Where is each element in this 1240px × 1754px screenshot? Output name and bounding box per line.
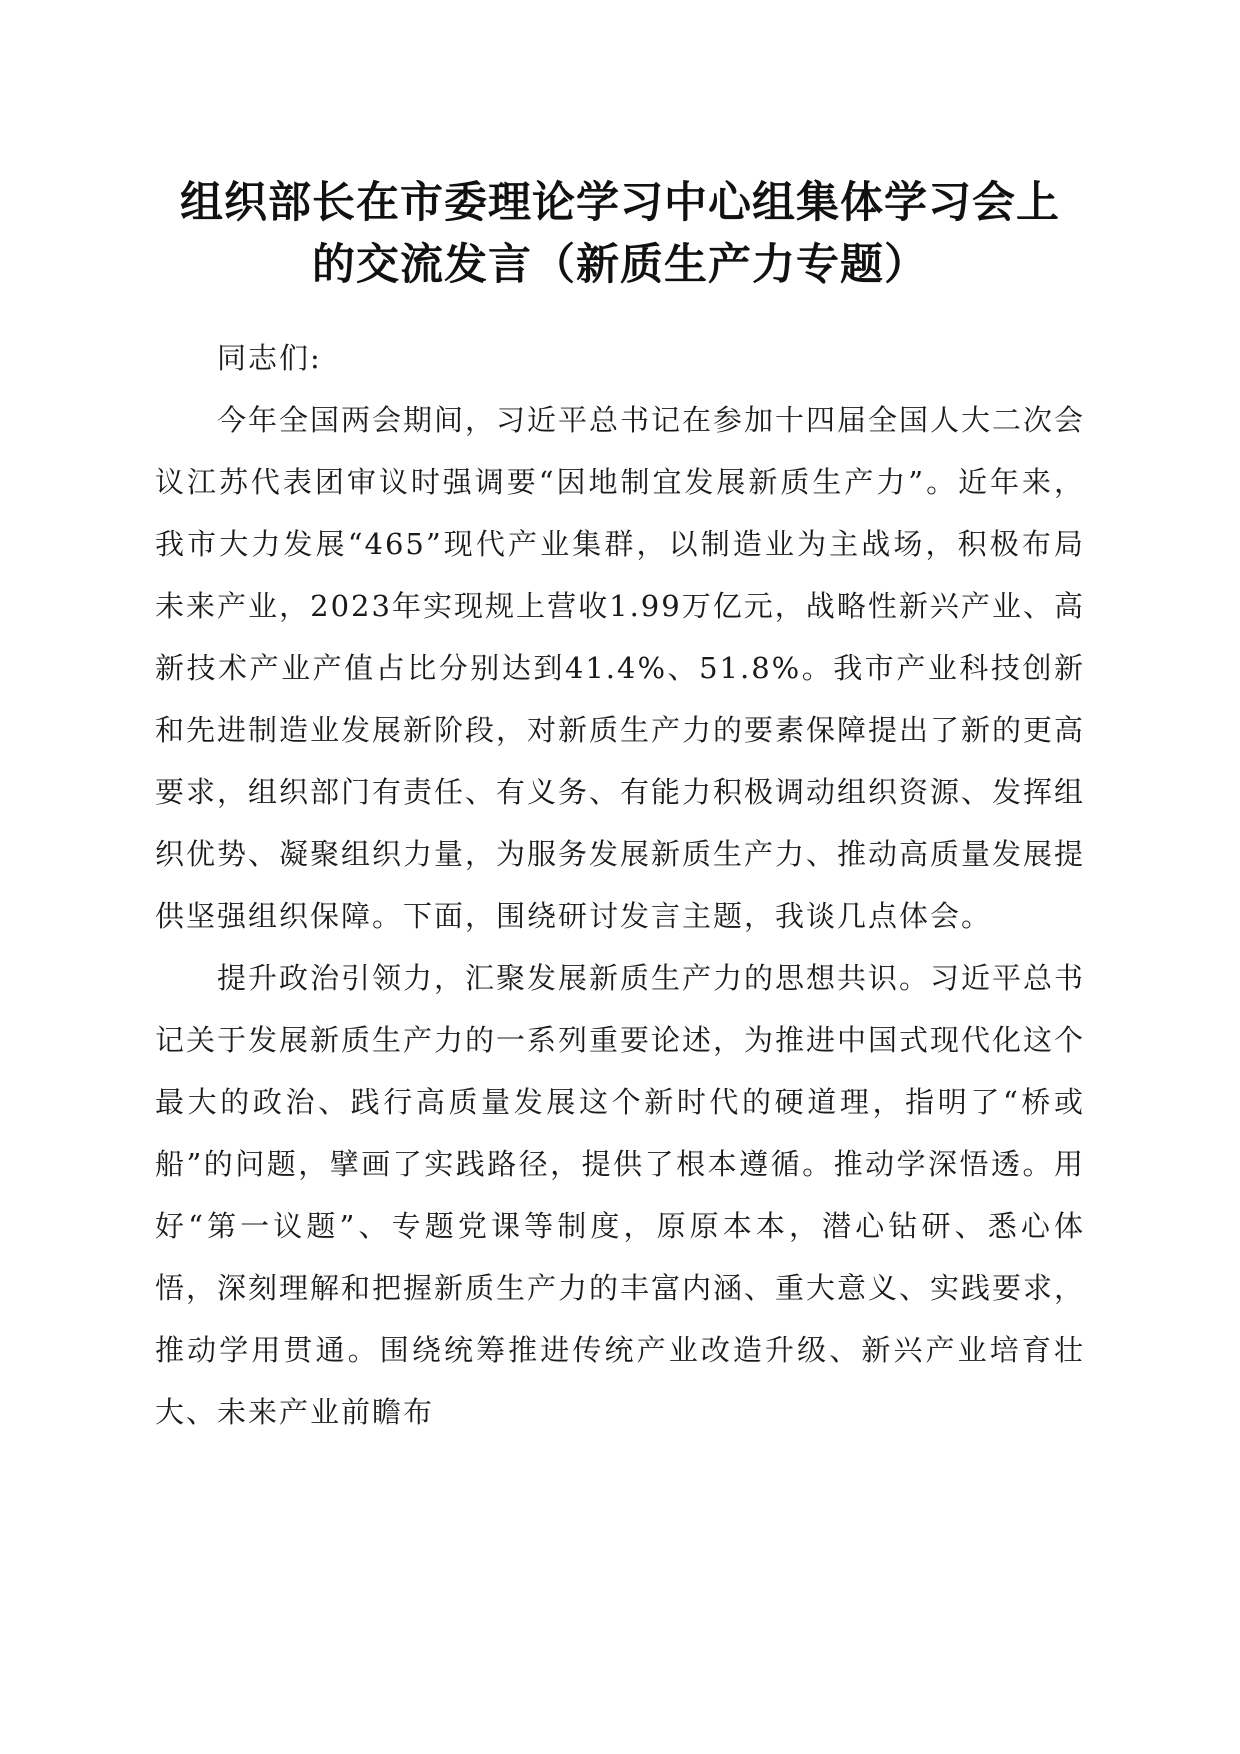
title-line-2: 的交流发言（新质生产力专题） — [312, 240, 928, 290]
document-body — [155, 327, 1085, 1443]
paragraph-1: 今年全国两会期间，习近平总书记在参加十四届全国人大二次会议江苏代表团审议时强调要“因地制宜发展新质生产力”。近年来，我市大力发展“465”现代产业集群，以制造业为主战场，积极布局未来产业，2023年实现规上营收1.99万亿元，战略性新兴产业、高新技术产业产值占比分别达到41.4%、51.8%。我市产业科技创新和先进制造业发展新阶段，对新质生产力的要素保障提出了新的更高要求，组织部门有责任、有义务、有能力积极调动组织资源、发挥组织优势、凝聚组织力量，为服务发展新质生产力、推动高质量发展提供坚强组织保障。下面，围绕研讨发言主题，我谈几点体会。 — [155, 403, 1086, 933]
title-line-1: 组织部长在市委理论学习中心组集体学习会上 — [180, 178, 1060, 228]
document-title — [150, 172, 1090, 296]
salutation: 同志们: — [217, 341, 322, 375]
paragraph-2: 提升政治引领力，汇聚发展新质生产力的思想共识。习近平总书记关于发展新质生产力的一系列重要论述，为推进中国式现代化这个最大的政治、践行高质量发展这个新时代的硬道理，指明了“桥或船”的问题，擘画了实践路径，提供了根本遵循。推动学深悟透。用好“第一议题”、专题党课等制度，原原本本，潜心钻研、悉心体悟，深刻理解和把握新质生产力的丰富内涵、重大意义、实践要求，推动学用贯通。围绕统筹推进传统产业改造升级、新兴产业培育壮大、未来产业前瞻布 — [155, 961, 1086, 1429]
